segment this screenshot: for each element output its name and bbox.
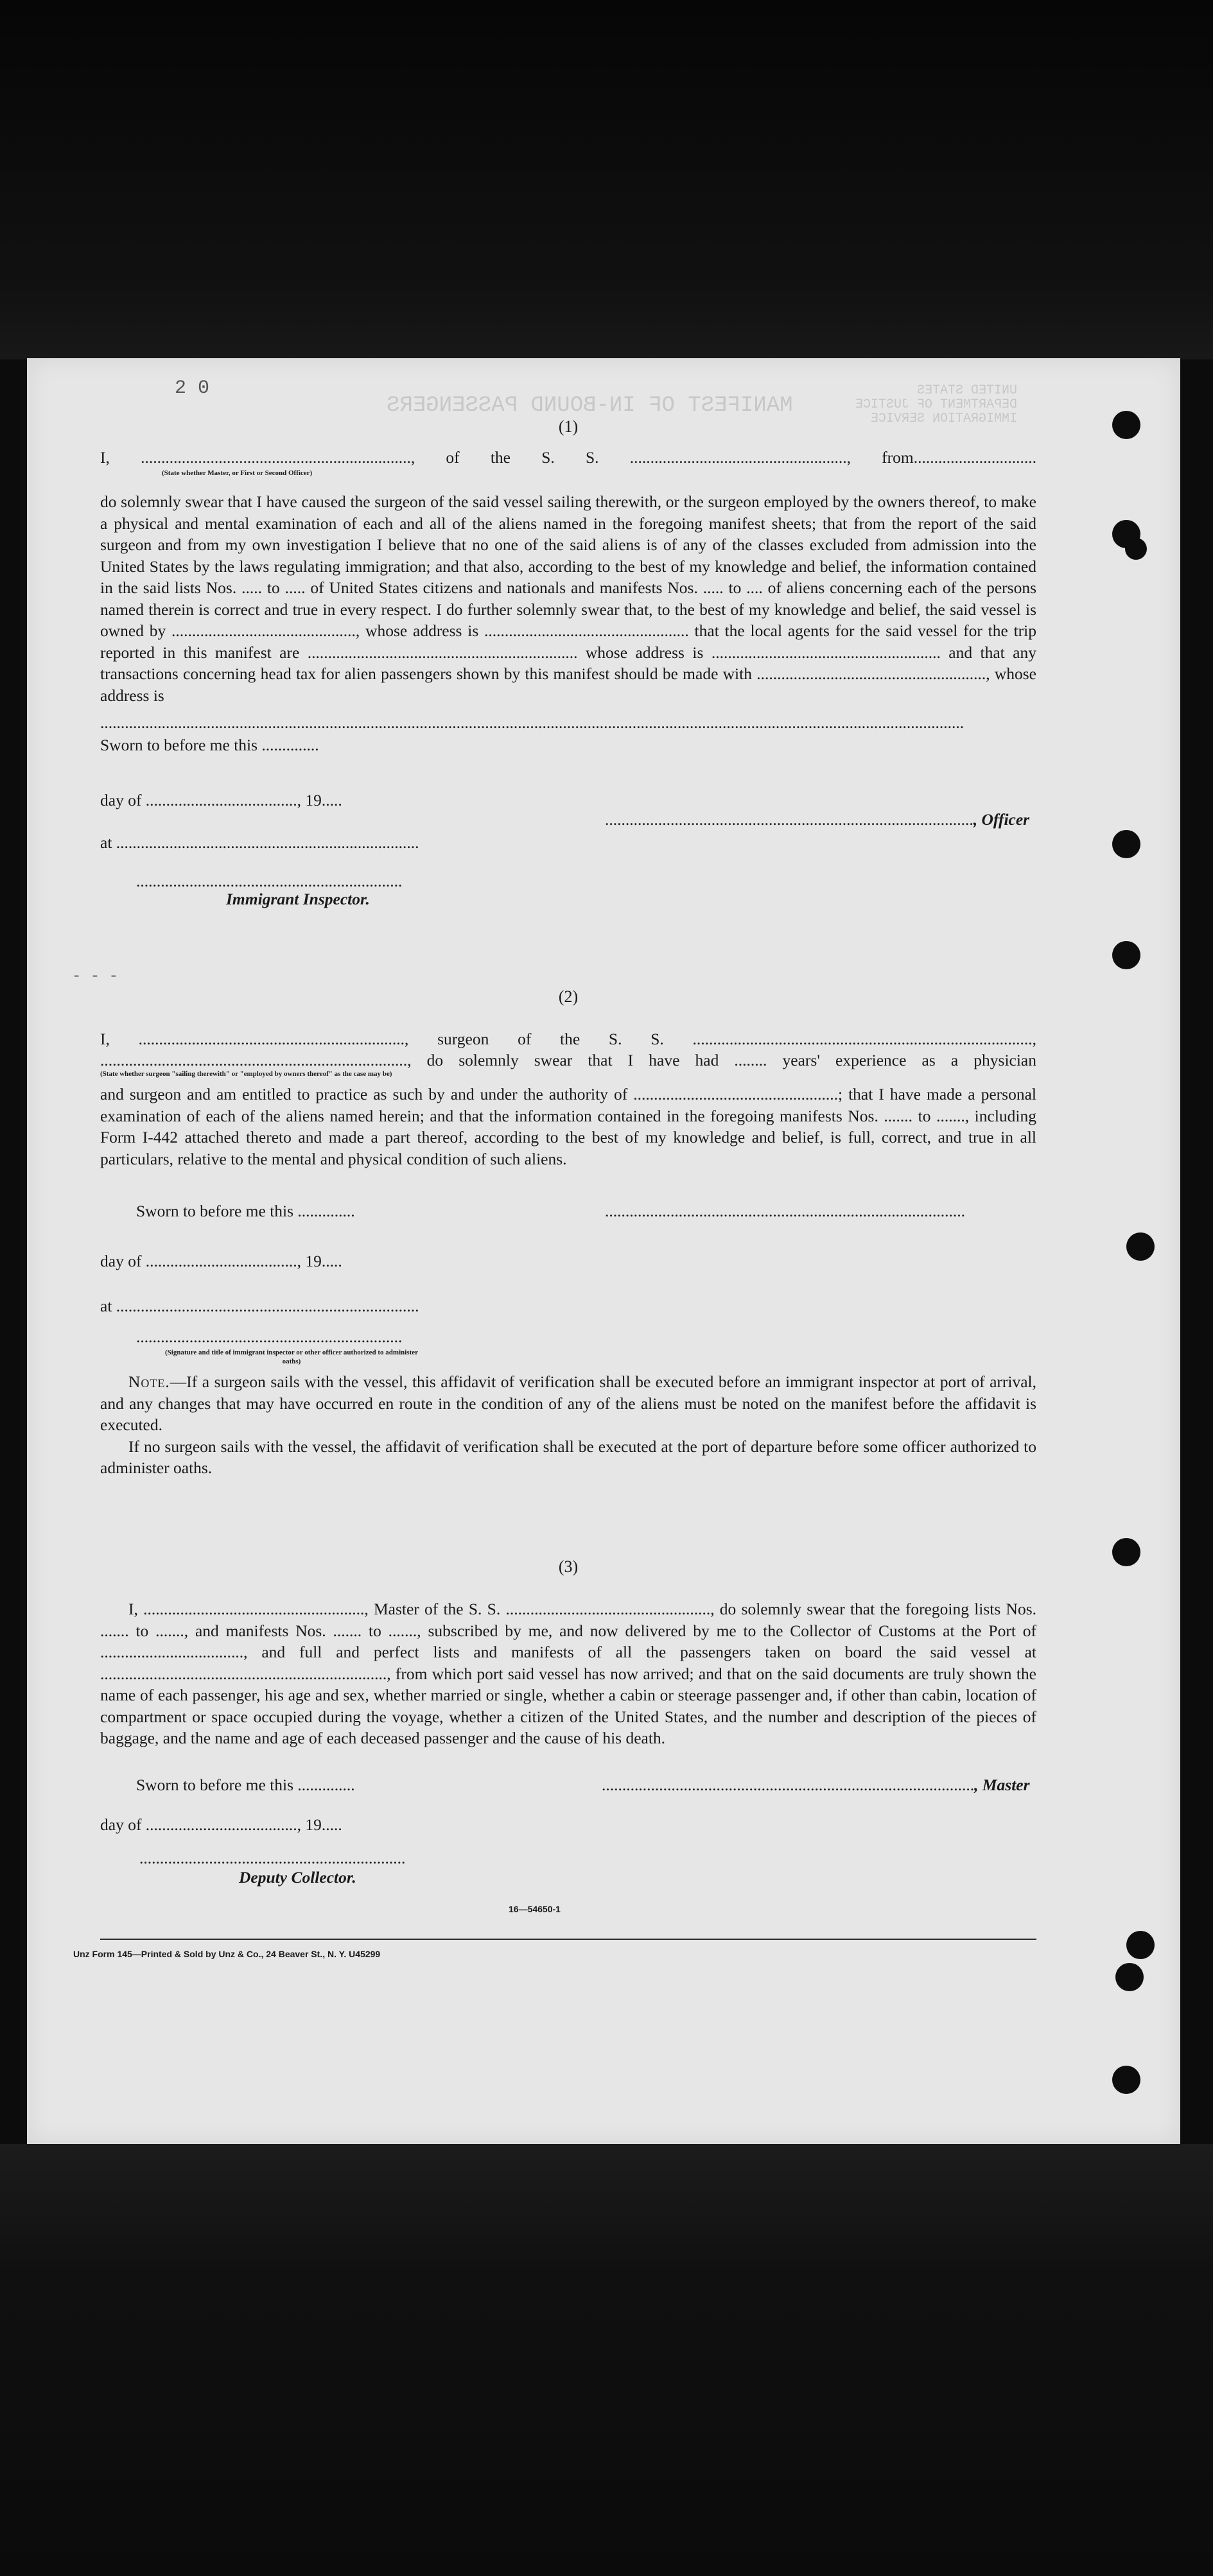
punch-hole bbox=[1112, 411, 1140, 439]
bleed-through-header: MANIFEST OF IN-BOUND PASSENGERS bbox=[387, 393, 793, 418]
officer-label: , Officer bbox=[973, 810, 1030, 829]
master-line: ........................................................................................... bbox=[602, 1776, 975, 1794]
note-paragraph-1: Note.—If a surgeon sails with the vessel, this affidavit of verification shall be executed before an immigrant inspector at port of arrival, and any changes that may have occurred en route in the condition of any of the aliens must be noted on the manifest before the affidavit is executed. bbox=[100, 1372, 1036, 1434]
note-label: Note. bbox=[128, 1372, 170, 1391]
section-1-number: (1) bbox=[558, 417, 579, 436]
corner-mark: 2 0 bbox=[175, 377, 210, 399]
section-2-paragraph: and surgeon and am entitled to practice as such by and under the authority of ..................................................; that I have made a personal examination of each of the aliens named herein; and that the information contained in the foregoing manifests Nos. ....... to ......., including Form I-442 attached thereto and made a part thereof, according to the best of my knowledge and belief, is full, correct, and true in all particulars, relative to the mental and physical condition of such aliens. bbox=[100, 1085, 1036, 1168]
punch-hole bbox=[1112, 2066, 1140, 2094]
section-1-at: at .......................................................................... bbox=[100, 833, 419, 852]
section-2-day: day of ....................................., 19..... bbox=[100, 1252, 342, 1270]
section-2-note bbox=[100, 1371, 1036, 1479]
scan-background-top bbox=[0, 0, 1213, 359]
section-2-oath-line: I, ................................................................., surgeon of the S. S. ..................................................................................., bbox=[100, 1030, 1036, 1048]
punch-hole bbox=[1112, 830, 1140, 858]
punch-hole bbox=[1112, 941, 1140, 969]
section-2-number: (2) bbox=[558, 987, 579, 1006]
section-2-signature-caption: (Signature and title of immigrant inspector or other officer authorized to administer oaths) bbox=[164, 1349, 419, 1365]
section-3-deputy-line: ................................................................. bbox=[139, 1849, 406, 1867]
footer-rule bbox=[100, 1939, 1036, 1940]
section-2-sworn: Sworn to before me this .............. bbox=[136, 1202, 355, 1220]
section-2-at: at .......................................................................... bbox=[100, 1297, 419, 1315]
section-1-officer-signature bbox=[605, 810, 1029, 829]
section-1-dots-line: ................................................................................................................................................................................................................... bbox=[100, 713, 964, 732]
section-3-deputy-label: Deputy Collector. bbox=[239, 1868, 356, 1887]
dash-mark: - - - bbox=[72, 968, 119, 985]
section-3-sworn: Sworn to before me this .............. bbox=[136, 1776, 355, 1794]
section-2-experience-line: ..........................................................................., do solemnly swear that I have had ........ years' experience as a physician bbox=[100, 1051, 1036, 1069]
form-number: 16—54650-1 bbox=[509, 1904, 561, 1914]
punch-hole bbox=[1126, 1232, 1155, 1261]
section-1-caption: (State whether Master, or First or Second Officer) bbox=[162, 469, 313, 477]
note-paragraph-2: If no surgeon sails with the vessel, the affidavit of verification shall be executed at the port of departure before some officer authorized to administer oaths. bbox=[100, 1437, 1036, 1477]
printer-footer: Unz Form 145—Printed & Sold by Unz & Co., 24 Beaver St., N. Y. U45299 bbox=[73, 1949, 381, 1959]
section-1-oath-line: I, .................................................................., of the S. S. ....................................................., from.............................. bbox=[100, 448, 1036, 467]
section-1-sworn: Sworn to before me this .............. bbox=[100, 736, 319, 754]
punch-hole bbox=[1125, 538, 1147, 560]
punch-hole bbox=[1115, 1963, 1144, 1991]
section-2-signature-line: ........................................................................................ bbox=[605, 1202, 965, 1220]
document-page bbox=[27, 358, 1180, 2144]
bleed-through-corner: UNITED STATES DEPARTMENT OF JUSTICE IMMIGRATION SERVICE bbox=[855, 383, 1018, 426]
section-3-master-signature bbox=[602, 1776, 1030, 1795]
master-label: , Master bbox=[974, 1776, 1030, 1794]
officer-line: .......................................................................................... bbox=[605, 810, 973, 829]
section-3-paragraph: I, ......................................................, Master of the S. S. .................................................., do solemnly swear that the foregoing lists Nos. ....... to ......., and manifests Nos. ....... to ......., subscribed by me, and now delivered by me to the Collector of Customs at the Port of ..................................., and full and perfect lists and manifests of all the passengers taken on board the said vessel at ......................................................................, from which port said vessel has now arrived; and that on the said documents are truly shown the name of each passenger, his age and sex, whether married or single, whether a cabin or steerage passenger and, if other than cabin, location of compartment or space occupied during the voyage, whether a citizen of the United States, and the number and description of the pieces of baggage, and the name and age of each deceased passenger and the cause of his death. bbox=[100, 1600, 1036, 1747]
section-3-number: (3) bbox=[558, 1557, 579, 1576]
scan-background-bottom bbox=[0, 2144, 1213, 2576]
section-1-paragraph: do solemnly swear that I have caused the surgeon of the said vessel sailing therewith, or the surgeon employed by the owners thereof, to make a physical and mental examination of each and all of the aliens named in the foregoing manifest sheets; that from the report of the said surgeon and from my own investigation I believe that no one of the said aliens is of any of the classes excluded from admission into the United States by the laws regulating immigration; and that also, according to the best of my knowledge and belief, the information contained in the said lists Nos. ..... to ..... of United States citizens and nationals and manifests Nos. ..... to .... of aliens concerning each of the persons named therein is correct and true in every respect. I do further solemnly swear that, to the best of my knowledge and belief, the said vessel is owned by ............................................., whose address is .................................................. that the local agents for the said vessel for the trip reported in this manifest are .................................................................. whose address is ........................................................ and that any transactions concerning head tax for alien passengers shown by this manifest should be made with ........................................................, whose address is bbox=[100, 492, 1036, 705]
section-1-inspector-label: Immigrant Inspector. bbox=[226, 890, 370, 908]
section-1-day: day of ....................................., 19..... bbox=[100, 791, 342, 809]
section-2-signature-dots: ................................................................. bbox=[136, 1327, 403, 1346]
punch-hole bbox=[1126, 1931, 1155, 1959]
section-3-day: day of ....................................., 19..... bbox=[100, 1815, 342, 1834]
punch-hole bbox=[1112, 1538, 1140, 1566]
section-2-caption: (State whether surgeon "sailing therewith" or "employed by owners thereof" as the case may be) bbox=[100, 1070, 392, 1078]
section-1-inspector-line: ................................................................. bbox=[136, 872, 403, 890]
